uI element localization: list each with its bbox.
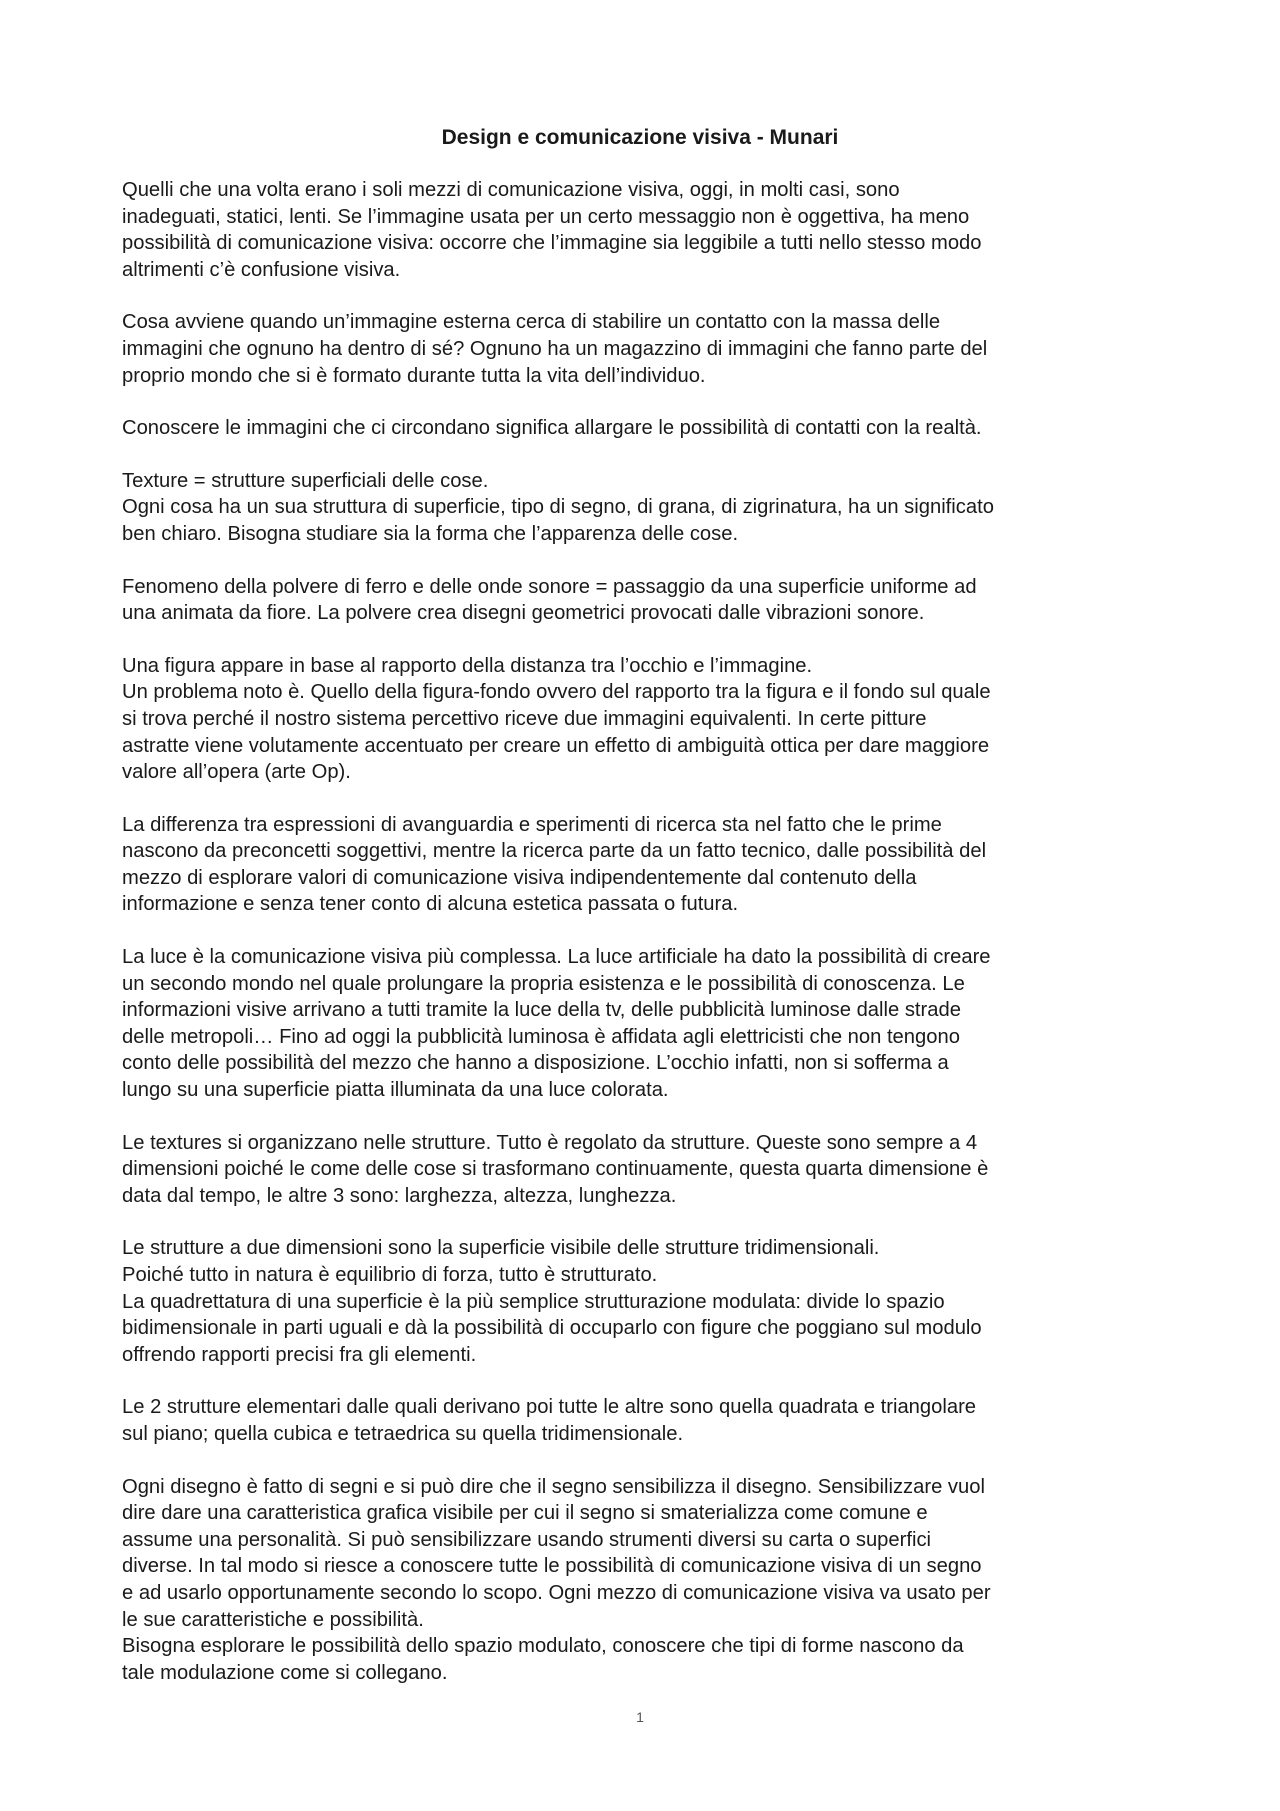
paragraph-line: dire dare una caratteristica grafica visibile per cui il segno si smaterializza come comune e [122, 1502, 928, 1525]
paragraph [122, 944, 1168, 1104]
paragraph-line: Cosa avviene quando un’immagine esterna cerca di stabilire un contatto con la massa delle [122, 311, 941, 334]
paragraph-line: Una figura appare in base al rapporto della distanza tra l’occhio e l’immagine. [122, 654, 813, 677]
paragraph-line: mezzo di esplorare valori di comunicazione visiva indipendentemente dal contenuto della [122, 866, 917, 889]
paragraph [122, 309, 1168, 389]
paragraph-line: Conoscere le immagini che ci circondano significa allargare le possibilità di contatti con la realtà. [122, 417, 982, 440]
document-body [122, 177, 1168, 1712]
paragraph-line: nascono da preconcetti soggettivi, mentre la ricerca parte da un fatto tecnico, dalle possibilità del [122, 840, 987, 863]
paragraph-line: lungo su una superficie piatta illuminata da una luce colorata. [122, 1079, 669, 1102]
paragraph-line: immagini che ognuno ha dentro di sé? Ognuno ha un magazzino di immagini che fanno parte del [122, 337, 988, 360]
paragraph-line: offrendo rapporti precisi fra gli elementi. [122, 1343, 477, 1366]
paragraph-line: altrimenti c’è confusione visiva. [122, 258, 401, 281]
paragraph [122, 653, 1168, 786]
paragraph-line: La quadrettatura di una superficie è la più semplice strutturazione modulata: divide lo spazio [122, 1290, 945, 1313]
paragraph-line: conto delle possibilità del mezzo che hanno a disposizione. L’occhio infatti, non si sofferma a [122, 1052, 949, 1075]
paragraph-line: valore all’opera (arte Op). [122, 761, 351, 784]
paragraph-line: assume una personalità. Si può sensibilizzare usando strumenti diversi su carta o superfici [122, 1528, 932, 1551]
paragraph-line: Le textures si organizzano nelle strutture. Tutto è regolato da strutture. Queste sono sempre a 4 [122, 1131, 978, 1154]
paragraph-line: diverse. In tal modo si riesce a conoscere tutte le possibilità di comunicazione visiva di un segno [122, 1555, 982, 1578]
paragraph-line: sul piano; quella cubica e tetraedrica su quella tridimensionale. [122, 1422, 684, 1445]
paragraph-line: Quelli che una volta erano i soli mezzi di comunicazione visiva, oggi, in molti casi, sono [122, 179, 900, 201]
paragraph-line: inadeguati, statici, lenti. Se l’immagine usata per un certo messaggio non è oggettiva, ha meno [122, 205, 970, 228]
paragraph-line: proprio mondo che si è formato durante tutta la vita dell’individuo. [122, 364, 706, 387]
paragraph-line: La differenza tra espressioni di avanguardia e sperimenti di ricerca sta nel fatto che le prime [122, 813, 942, 836]
paragraph [122, 1130, 1168, 1210]
paragraph-line: tale modulazione come si collegano. [122, 1661, 448, 1684]
paragraph-line: le sue caratteristiche e possibilità. [122, 1608, 424, 1631]
paragraph-line: dimensioni poiché le come delle cose si trasformano continuamente, questa quarta dimensione è [122, 1158, 989, 1181]
paragraph [122, 1394, 1168, 1447]
paragraph-line: un secondo mondo nel quale prolungare la propria esistenza e le possibilità di conoscenza. Le [122, 972, 965, 995]
paragraph-line: Texture = strutture superficiali delle cose. [122, 469, 489, 492]
paragraph [122, 1474, 1168, 1687]
paragraph-line: Ogni disegno è fatto di segni e si può dire che il segno sensibilizza il disegno. Sensibilizzare vuol [122, 1475, 985, 1498]
paragraph-line: ben chiaro. Bisogna studiare sia la forma che l’apparenza delle cose. [122, 522, 739, 545]
paragraph-line: Fenomeno della polvere di ferro e delle onde sonore = passaggio da una superficie uniforme ad [122, 575, 977, 598]
paragraph [122, 177, 1168, 283]
paragraph-line: astratte viene volutamente accentuato per creare un effetto di ambiguità ottica per dare maggiore [122, 734, 990, 757]
page-number: 1 [636, 1709, 644, 1725]
paragraph [122, 574, 1168, 627]
document-title: Design e comunicazione visiva - Munari [441, 126, 839, 149]
paragraph-line: informazione e senza tener conto di alcuna estetica passata o futura. [122, 893, 739, 916]
paragraph [122, 812, 1168, 918]
paragraph-line: delle metropoli… Fino ad oggi la pubblicità luminosa è affidata agli elettricisti che non tengono [122, 1025, 960, 1048]
paragraph-line: bidimensionale in parti uguali e dà la possibilità di occuparlo con figure che poggiano sul modulo [122, 1317, 982, 1340]
paragraph-line: Bisogna esplorare le possibilità dello spazio modulato, conoscere che tipi di forme nascono da [122, 1635, 964, 1658]
paragraph [122, 468, 1168, 548]
paragraph-line: La luce è la comunicazione visiva più complessa. La luce artificiale ha dato la possibilità di creare [122, 946, 991, 969]
paragraph-line: si trova perché il nostro sistema percettivo riceve due immagini equivalenti. In certe pitture [122, 707, 927, 730]
paragraph-line: Poiché tutto in natura è equilibrio di forza, tutto è strutturato. [122, 1264, 658, 1286]
paragraph-line: Le 2 strutture elementari dalle quali derivano poi tutte le altre sono quella quadrata e triangolare [122, 1396, 977, 1419]
paragraph-line: informazioni visive arrivano a tutti tramite la luce della tv, delle pubblicità luminose dalle strade [122, 999, 961, 1022]
paragraph-line: Un problema noto è. Quello della figura-fondo ovvero del rapporto tra la figura e il fondo sul quale [122, 681, 991, 704]
paragraph-line: Le strutture a due dimensioni sono la superficie visibile delle strutture tridimensionali. [122, 1237, 880, 1260]
paragraph [122, 415, 1168, 442]
paragraph [122, 1235, 1168, 1368]
paragraph-line: una animata da fiore. La polvere crea disegni geometrici provocati dalle vibrazioni sonore. [122, 602, 925, 625]
paragraph-line: Ogni cosa ha un sua struttura di superficie, tipo di segno, di grana, di zigrinatura, ha un significato [122, 496, 994, 519]
paragraph-line: possibilità di comunicazione visiva: occorre che l’immagine sia leggibile a tutti nello stesso modo [122, 232, 982, 255]
paragraph-line: data dal tempo, le altre 3 sono: larghezza, altezza, lunghezza. [122, 1184, 677, 1207]
paragraph-line: e ad usarlo opportunamente secondo lo scopo. Ogni mezzo di comunicazione visiva va usato per [122, 1581, 991, 1604]
